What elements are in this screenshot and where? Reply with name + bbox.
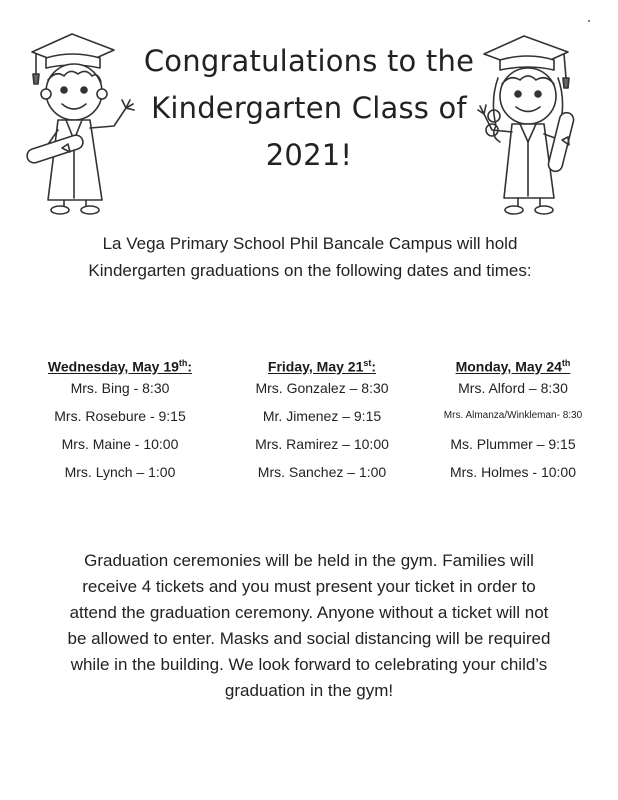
schedule-slot: Mrs. Gonzalez – 8:30 xyxy=(255,380,389,396)
intro-paragraph xyxy=(40,230,580,284)
closing-line: be allowed to enter. Masks and social distancing will be required xyxy=(67,629,551,648)
closing-paragraph xyxy=(30,548,588,704)
schedule-slot: Mrs. Holmes - 10:00 xyxy=(449,464,577,480)
schedule-column-wednesday xyxy=(30,352,210,486)
schedule-slot: Mrs. Sanchez – 1:00 xyxy=(257,464,387,480)
schedule-day-header: Wednesday, May 19th: xyxy=(47,358,193,375)
schedule-day-header: Friday, May 21st: xyxy=(267,358,377,375)
closing-line: Graduation ceremonies will be held in the gym. Families will xyxy=(84,551,534,570)
intro-line: La Vega Primary School Phil Bancale Campus will hold xyxy=(102,234,518,253)
title-line: Kindergarten Class of xyxy=(151,91,467,125)
schedule-slot: Mr. Jimenez – 9:15 xyxy=(262,408,382,424)
schedule-slot: Mrs. Maine - 10:00 xyxy=(61,436,179,452)
scan-speck xyxy=(588,20,590,22)
intro-line: Kindergarten graduations on the following dates and times: xyxy=(88,261,532,280)
page-title xyxy=(120,38,498,179)
schedule-column-friday xyxy=(232,352,412,486)
schedule-slot: Mrs. Almanza/Winkleman- 8:30 xyxy=(443,410,583,421)
schedule-slot: Mrs. Ramirez – 10:00 xyxy=(255,436,389,452)
schedule-column-monday xyxy=(418,352,608,486)
title-line: 2021! xyxy=(265,138,353,172)
title-line: Congratulations to the xyxy=(143,44,475,78)
schedule-slot: Mrs. Rosebure - 9:15 xyxy=(54,408,186,424)
schedule-slot: Mrs. Alford – 8:30 xyxy=(458,380,568,396)
closing-line: graduation in the gym! xyxy=(224,681,394,700)
schedule-slot: Ms. Plummer – 9:15 xyxy=(450,436,576,452)
closing-line: attend the graduation ceremony. Anyone without a ticket will not xyxy=(69,603,549,622)
schedule-day-header: Monday, May 24th xyxy=(455,358,571,375)
schedule-slot: Mrs. Bing - 8:30 xyxy=(70,380,170,396)
closing-line: receive 4 tickets and you must present your ticket in order to xyxy=(82,577,536,596)
closing-line: while in the building. We look forward to celebrating your child’s xyxy=(70,655,548,674)
schedule-slot: Mrs. Lynch – 1:00 xyxy=(64,464,176,480)
